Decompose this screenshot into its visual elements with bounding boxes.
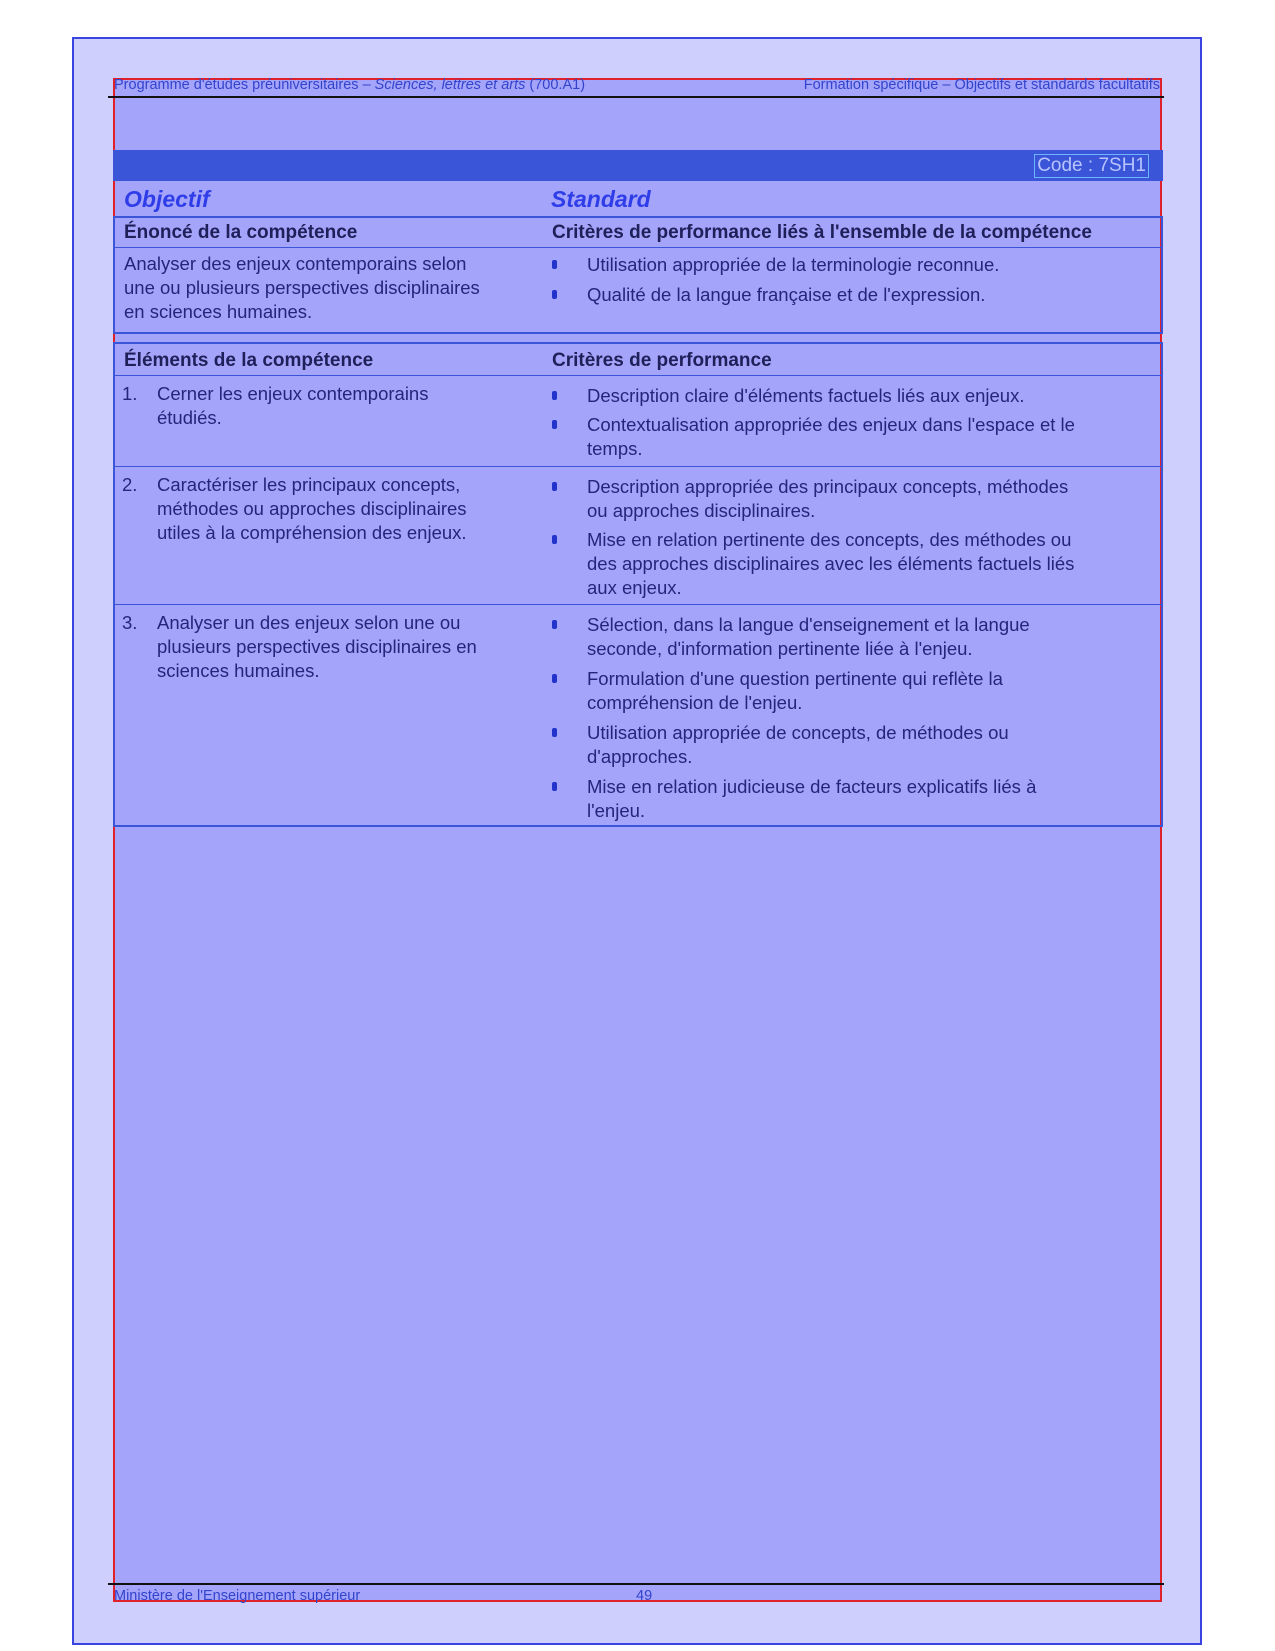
header-program-prefix: Programme d'études préuniversitaires – xyxy=(114,77,375,93)
elements-table xyxy=(113,342,1163,827)
enonce-header: Énoncé de la compétence xyxy=(124,222,358,243)
enonce-line: Analyser des enjeux contemporains selon xyxy=(124,253,467,274)
critere-line: Formulation d'une question pertinente qui reflète la xyxy=(587,668,1003,689)
critere-line: Contextualisation appropriée des enjeux dans l'espace et le xyxy=(587,414,1075,435)
objectif-title: Objectif xyxy=(124,186,210,212)
critere-line: ou approches disciplinaires. xyxy=(587,500,816,521)
element-line: Cerner les enjeux contemporains xyxy=(157,383,429,404)
footer-rule xyxy=(108,1583,1164,1585)
bullet-icon xyxy=(552,482,557,491)
element-line: utiles à la compréhension des enjeux. xyxy=(157,522,467,543)
page-number: 49 xyxy=(636,1588,653,1604)
critere-line: aux enjeux. xyxy=(587,577,682,598)
critere-line: compréhension de l'enjeu. xyxy=(587,692,803,713)
critere-line: seconde, d'information pertinente liée à l'enjeu. xyxy=(587,638,973,659)
element-number: 2. xyxy=(122,474,138,495)
element-line: méthodes ou approches disciplinaires xyxy=(157,498,467,519)
element-number: 3. xyxy=(122,612,138,633)
code-label: Code : 7SH1 xyxy=(1034,154,1149,178)
critere-line: Mise en relation judicieuse de facteurs explicatifs liés à xyxy=(587,776,1037,797)
criteres-header: Critères de performance xyxy=(552,350,772,371)
competence-header-divider xyxy=(115,247,1161,248)
critere-item: Qualité de la langue française et de l'expression. xyxy=(587,284,986,305)
critere-line: Description appropriée des principaux concepts, méthodes xyxy=(587,476,1069,497)
element-line: étudiés. xyxy=(157,407,222,428)
header-program-code: (700.A1) xyxy=(525,77,586,93)
enonce-line: en sciences humaines. xyxy=(124,301,313,322)
element-line: Caractériser les principaux concepts, xyxy=(157,474,461,495)
bullet-icon xyxy=(552,260,557,269)
header-section: Formation spécifique – Objectifs et standards facultatifs xyxy=(803,77,1160,93)
element-line: Analyser un des enjeux selon une ou xyxy=(157,612,461,633)
critere-line: Sélection, dans la langue d'enseignement et la langue xyxy=(587,614,1030,635)
bullet-icon xyxy=(552,674,557,683)
bullet-icon xyxy=(552,782,557,791)
header-program-title: Sciences, lettres et arts xyxy=(374,77,526,93)
criteres-ensemble-header: Critères de performance liés à l'ensemble de la compétence xyxy=(552,222,1092,243)
standard-title: Standard xyxy=(551,186,651,212)
critere-line: temps. xyxy=(587,438,643,459)
row-divider xyxy=(115,466,1161,467)
critere-line: des approches disciplinaires avec les éléments factuels liés xyxy=(587,553,1075,574)
footer-ministry: Ministère de l'Enseignement supérieur xyxy=(114,1588,361,1604)
page-footer xyxy=(114,1588,1160,1604)
bullet-icon xyxy=(552,420,557,429)
page-header xyxy=(114,76,1160,94)
bullet-icon xyxy=(552,620,557,629)
critere-line: Mise en relation pertinente des concepts, des méthodes ou xyxy=(587,529,1072,550)
enonce-line: une ou plusieurs perspectives disciplinaires xyxy=(124,277,480,298)
row-divider xyxy=(115,604,1161,605)
bullet-icon xyxy=(552,290,557,299)
critere-line: Utilisation appropriée de concepts, de méthodes ou xyxy=(587,722,1009,743)
elements-header-divider xyxy=(115,375,1161,376)
competence-table xyxy=(113,216,1163,334)
bullet-icon xyxy=(552,728,557,737)
critere-line: l'enjeu. xyxy=(587,800,646,821)
critere-item: Utilisation appropriée de la terminologie reconnue. xyxy=(587,254,1000,275)
element-line: sciences humaines. xyxy=(157,660,320,681)
element-number: 1. xyxy=(122,383,138,404)
critere-line: d'approches. xyxy=(587,746,693,767)
elements-header: Éléments de la compétence xyxy=(124,350,374,371)
bullet-icon xyxy=(552,391,557,400)
code-bar xyxy=(113,150,1163,181)
critere-line: Description claire d'éléments factuels liés aux enjeux. xyxy=(587,385,1025,406)
element-line: plusieurs perspectives disciplinaires en xyxy=(157,636,477,657)
header-program xyxy=(114,76,585,94)
header-rule xyxy=(108,96,1164,98)
bullet-icon xyxy=(552,535,557,544)
